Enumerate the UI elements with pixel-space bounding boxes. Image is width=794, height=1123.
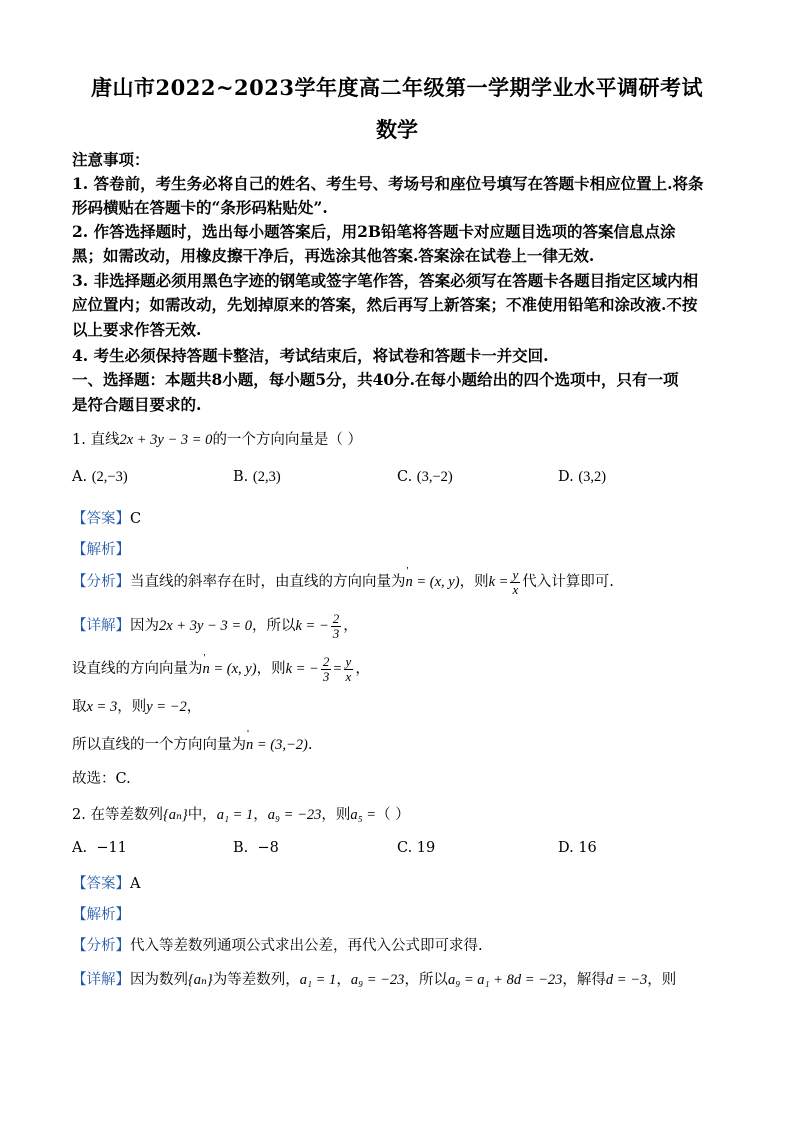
q1-answer xyxy=(72,507,141,528)
q2-fenxi xyxy=(72,934,483,955)
q1-d4-vector: ' n = (3,−2) xyxy=(246,737,308,754)
q2-option-b[interactable] xyxy=(233,840,279,856)
q2-option-d-value: 16 xyxy=(578,840,597,856)
subject-title: 数学 xyxy=(376,117,418,142)
q1-d1-mid: ，所以 xyxy=(251,618,296,635)
q2-detail-line-1 xyxy=(72,968,676,989)
q2-d1-mid3: ，所以 xyxy=(404,972,448,988)
q2-fenxi-text: 代入等差数列通项公式求出公差，再代入公式即可求得. xyxy=(130,938,483,954)
q1-conclusion: 故选：C. xyxy=(72,771,131,787)
q1-d3-post: ， xyxy=(186,699,202,715)
q2-option-d[interactable] xyxy=(558,840,597,856)
q2-d1-pre: 因为数列 xyxy=(130,972,188,988)
question-2-stem xyxy=(72,803,410,824)
q2-post: （ ） xyxy=(376,807,410,823)
q1-d3-pre: 取 xyxy=(72,699,87,715)
q2-fenxi-tag: 【分析】 xyxy=(72,938,130,954)
q2-mid2: ， xyxy=(253,807,268,823)
q1-fenxi-post: 代入计算即可. xyxy=(522,574,614,591)
notice-item-3-line-2: 应位置内；如需改动，先划掉原来的答案，然后再写上新答案；不准使用铅笔和涂改液.不按 xyxy=(72,295,698,314)
q2-option-d-label: D. xyxy=(558,840,574,856)
q2-analysis-label: 【解析】 xyxy=(72,907,130,923)
notice-item-1-line-1: 1. 答卷前，考生务必将自己的姓名、考生号、考场号和座位号填写在答题卡相应位置上.将条 xyxy=(72,174,704,193)
q1-d1-k: k = − xyxy=(295,618,329,635)
q1-detail-line-3 xyxy=(72,695,201,716)
q1-d4-post: . xyxy=(307,737,313,753)
q1-d2-den1: 3 xyxy=(322,668,330,684)
notice-header: 注意事项： xyxy=(72,150,150,169)
q2-option-a-label: A. xyxy=(72,840,88,856)
q1-option-d-label: D. xyxy=(558,469,574,485)
q2-d1-a9: a₉ = −23 xyxy=(350,972,405,988)
q1-option-b-label: B. xyxy=(233,469,249,485)
q1-d4-pre: 所以直线的一个方向向量为 xyxy=(72,737,246,753)
q2-d1-a1: a₁ = 1 xyxy=(299,972,337,988)
q1-analysis-tag xyxy=(72,538,130,559)
q1-d3-mid: ，则 xyxy=(117,699,147,715)
q2-answer xyxy=(72,872,140,893)
q1-fenxi-den: x xyxy=(512,581,519,597)
section-1-heading-line-2: 是符合题目要求的. xyxy=(72,395,202,414)
q1-equation: 2x + 3y − 3 = 0 xyxy=(119,432,213,448)
notice-item-3-line-1: 3. 非选择题必须用黑色字迹的钢笔或签字笔作答，答案必须写在答题卡各题目指定区域内相 xyxy=(72,271,699,290)
q1-option-c[interactable] xyxy=(397,469,453,486)
q1-d2-k: k = − xyxy=(285,661,319,678)
q1-option-a-label: A. xyxy=(72,469,88,485)
q1-d1-den: 3 xyxy=(332,625,340,641)
q1-option-d[interactable] xyxy=(558,469,606,486)
q1-option-b[interactable] xyxy=(233,469,281,486)
q1-d1-post: ， xyxy=(343,618,358,635)
q2-d1-mid2: ， xyxy=(336,972,351,988)
q2-answer-tag: 【答案】 xyxy=(72,876,130,892)
q2-detail-tag: 【详解】 xyxy=(72,972,130,988)
q2-d1-d: d = −3 xyxy=(605,972,648,988)
q1-d2-post: ， xyxy=(355,661,370,678)
q1-d2-equals: = xyxy=(333,661,342,678)
exam-title: 唐山市2022~2023学年度高二年级第一学期学业水平调研考试 xyxy=(91,75,703,100)
q2-d1-equation: a₉ = a₁ + 8d = −23 xyxy=(447,972,563,988)
section-1-heading-line-1: 一、选择题：本题共8小题，每小题5分，共40分.在每小题给出的四个选项中，只有一项 xyxy=(72,370,679,389)
q2-option-c-value: 19 xyxy=(416,840,436,856)
question-1-stem xyxy=(72,428,362,449)
q1-option-a[interactable] xyxy=(72,469,128,486)
q1-detail-line-4 xyxy=(72,733,312,754)
q1-fenxi xyxy=(72,568,614,596)
q1-d1-fraction xyxy=(331,612,342,640)
q1-d2-fraction-1 xyxy=(321,655,332,683)
notice-item-2-line-1: 2. 作答选择题时，选出每小题答案后，用2B铅笔将答题卡对应题目选项的答案信息点涂 xyxy=(72,222,676,241)
q1-option-b-value: (2,3) xyxy=(252,469,281,485)
q1-option-c-label: C. xyxy=(397,469,413,485)
notice-item-2-line-2: 黑；如需改动，用橡皮擦干净后，再选涂其他答案.答案涂在试卷上一律无效. xyxy=(72,246,595,265)
q1-option-c-value: (3,−2) xyxy=(416,469,453,485)
q1-d2-fraction-2 xyxy=(344,655,354,683)
q1-option-d-value: (3,2) xyxy=(578,469,607,485)
q1-d3-x: x = 3 xyxy=(86,699,118,715)
q1-option-a-value: (2,−3) xyxy=(91,469,128,485)
q1-fenxi-num: y xyxy=(512,567,519,582)
q1-d2-num1: 2 xyxy=(322,654,330,669)
q1-fenxi-pre: 当直线的斜率存在时，由直线的方向向量为 xyxy=(130,574,406,591)
q1-fenxi-mid: ，则 xyxy=(459,574,489,591)
q1-detail-line-1 xyxy=(72,612,358,640)
q2-option-b-value: −8 xyxy=(257,840,279,856)
q1-answer-value: C xyxy=(130,511,142,527)
notice-item-3-line-3: 以上要求作答无效. xyxy=(72,320,202,339)
q1-detail-tag: 【详解】 xyxy=(72,618,130,635)
q1-fenxi-k: k = xyxy=(488,574,509,591)
q1-analysis-label: 【解析】 xyxy=(72,542,130,558)
q2-option-c-label: C. xyxy=(397,840,413,856)
q1-d1-num: 2 xyxy=(332,611,340,626)
notice-item-4: 4. 考生必须保持答题卡整洁，考试结束后，将试卷和答题卡一并交回. xyxy=(72,346,549,365)
q1-d2-num2: y xyxy=(345,654,352,669)
notice-item-1-line-2: 形码横贴在答题卡的“条形码粘贴处”. xyxy=(72,198,328,217)
q1-d2-pre: 设直线的方向向量为 xyxy=(72,661,203,678)
q2-d1-sequence: {aₙ} xyxy=(188,972,213,988)
q1-d2-vector: ' n = (x, y) xyxy=(203,661,257,678)
q1-d1-pre: 因为 xyxy=(130,618,159,635)
q2-mid3: ，则 xyxy=(321,807,351,823)
q2-option-b-label: B. xyxy=(233,840,249,856)
q2-option-a-value: −11 xyxy=(96,840,127,856)
q2-a5: a₅ = xyxy=(350,807,377,823)
q1-stem-pre: 1. 直线 xyxy=(72,432,120,448)
q1-fenxi-fraction xyxy=(510,568,520,596)
q2-pre: 2. 在等差数列 xyxy=(72,807,163,823)
q2-d1-mid4: ，解得 xyxy=(562,972,606,988)
q2-option-c[interactable] xyxy=(397,840,435,856)
q2-analysis-tag xyxy=(72,903,130,924)
q2-a9: a₉ = −23 xyxy=(267,807,322,823)
q1-answer-tag: 【答案】 xyxy=(72,511,130,527)
q2-d1-mid1: 为等差数列， xyxy=(212,972,300,988)
q2-sequence: {aₙ} xyxy=(162,807,188,823)
q2-a1: a₁ = 1 xyxy=(216,807,254,823)
q1-d3-y: y = −2 xyxy=(146,699,187,715)
q1-d1-equation: 2x + 3y − 3 = 0 xyxy=(159,618,252,635)
q2-answer-value: A xyxy=(130,876,141,892)
q2-mid1: 中， xyxy=(187,807,217,823)
q2-option-a[interactable] xyxy=(72,840,127,856)
q2-d1-post: ，则 xyxy=(647,972,677,988)
q1-fenxi-vector: ' n = (x, y) xyxy=(406,574,460,591)
q1-d2-mid: ，则 xyxy=(256,661,286,678)
q1-detail-line-2 xyxy=(72,655,370,683)
q1-fenxi-tag: 【分析】 xyxy=(72,574,130,591)
q1-stem-post: 的一个方向向量是（ ） xyxy=(212,432,363,448)
q1-d2-den2: x xyxy=(345,668,352,684)
